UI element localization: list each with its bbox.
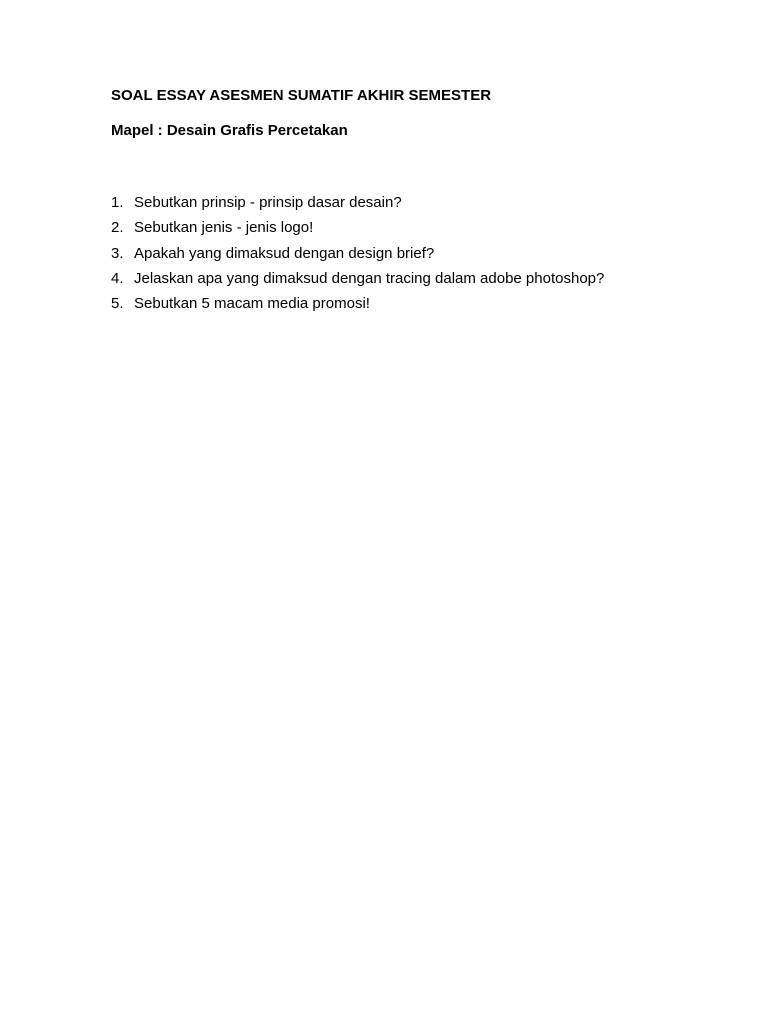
document-subject: Mapel : Desain Grafis Percetakan bbox=[111, 122, 348, 139]
question-item bbox=[111, 291, 604, 316]
question-text: Apakah yang dimaksud dengan design brief? bbox=[134, 244, 435, 262]
question-item bbox=[111, 241, 604, 266]
question-item bbox=[111, 266, 604, 291]
question-number: 3. bbox=[111, 244, 124, 262]
question-list bbox=[111, 190, 604, 316]
question-item bbox=[111, 190, 604, 215]
question-text: Sebutkan jenis - jenis logo! bbox=[134, 219, 314, 237]
question-text: Jelaskan apa yang dimaksud dengan tracing dalam adobe photoshop? bbox=[134, 269, 605, 287]
question-number: 4. bbox=[111, 269, 124, 287]
question-number: 2. bbox=[111, 219, 124, 237]
question-number: 1. bbox=[111, 194, 124, 211]
question-text: Sebutkan prinsip - prinsip dasar desain? bbox=[134, 194, 402, 211]
question-text: Sebutkan 5 macam media promosi! bbox=[134, 295, 370, 313]
document-title: SOAL ESSAY ASESMEN SUMATIF AKHIR SEMESTER bbox=[111, 87, 492, 104]
question-number: 5. bbox=[111, 295, 124, 313]
question-item bbox=[111, 215, 604, 240]
